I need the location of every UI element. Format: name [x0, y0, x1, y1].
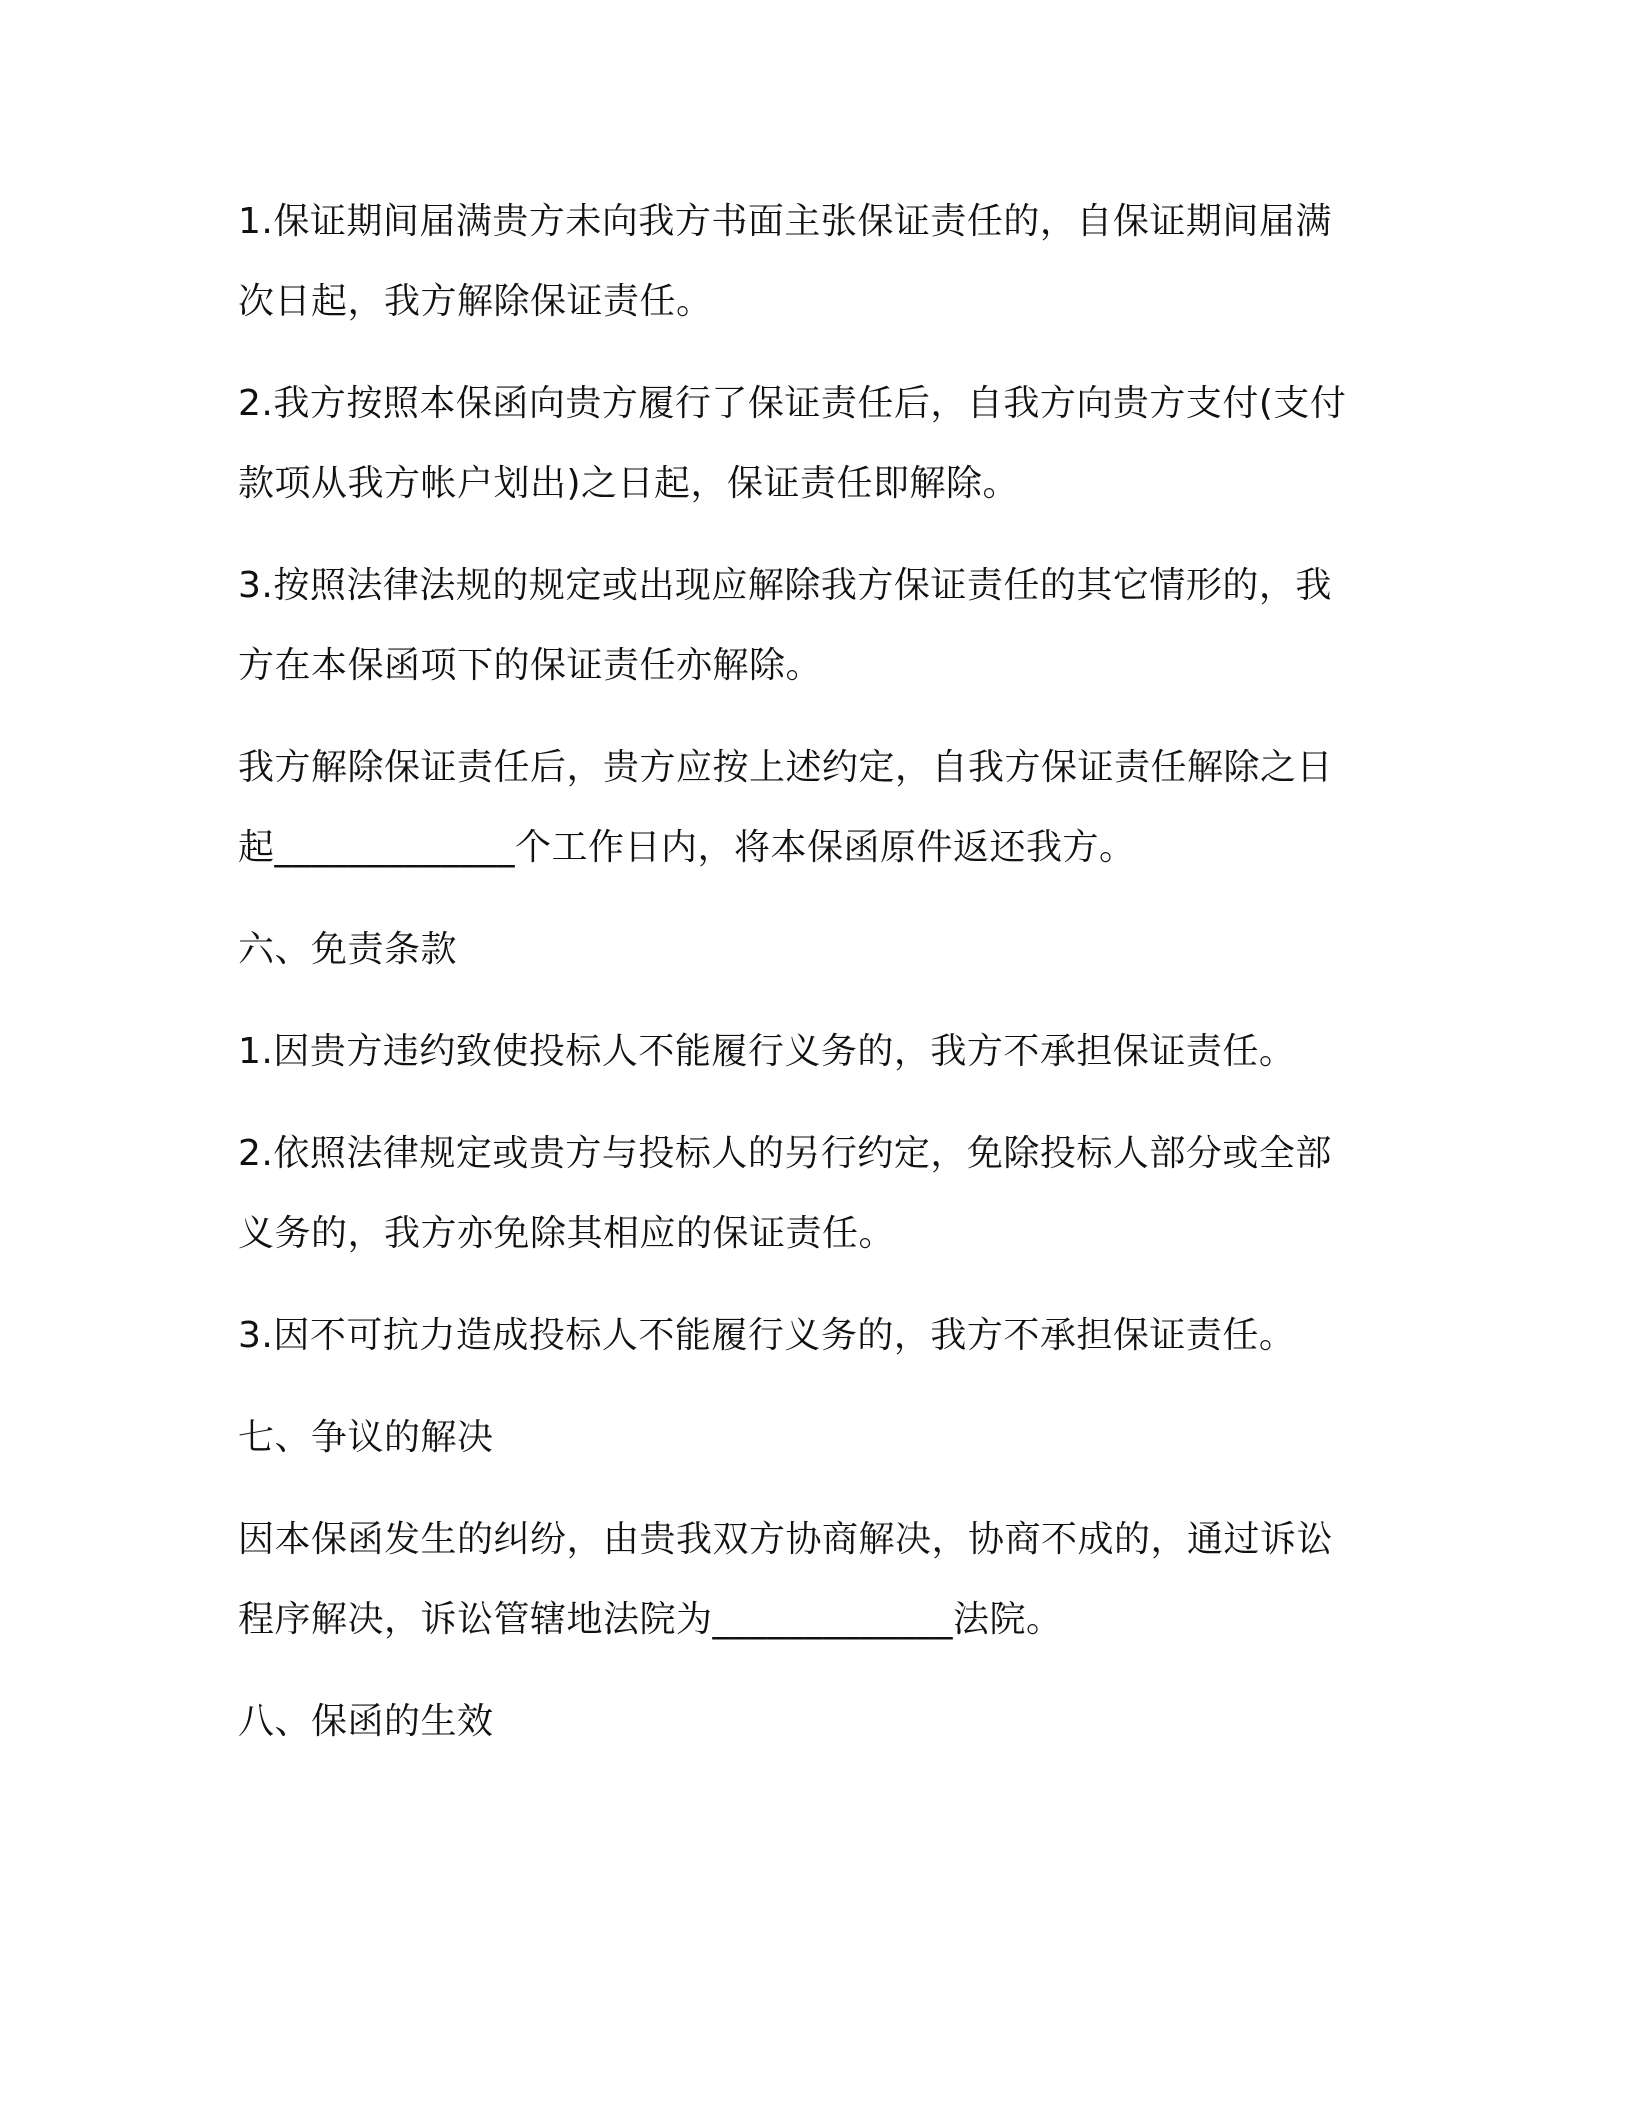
- text-line: 方在本保函项下的保证责任亦解除。: [238, 645, 823, 686]
- heading-text: 七、争议的解决: [238, 1417, 494, 1458]
- dispute-clause: [238, 1500, 1378, 1660]
- text-line: 起_____________个工作日内，将本保函原件返还我方。: [238, 827, 1136, 868]
- text-line: 款项从我方帐户划出)之日起，保证责任即解除。: [238, 463, 1020, 504]
- text-line: 因本保函发生的纠纷，由贵我双方协商解决，协商不成的，通过诉讼: [238, 1519, 1334, 1560]
- heading-text: 六、免责条款: [238, 929, 458, 970]
- text-line: 3.按照法律法规的规定或出现应解除我方保证责任的其它情形的，我: [238, 565, 1332, 606]
- exemption-clause-3: [238, 1296, 1378, 1376]
- text-line: 程序解决，诉讼管辖地法院为_____________法院。: [238, 1599, 1063, 1640]
- section-heading-dispute: [238, 1398, 1378, 1478]
- text-line: 义务的，我方亦免除其相应的保证责任。: [238, 1213, 896, 1254]
- section-heading-exemption: [238, 910, 1378, 990]
- release-clause-3: [238, 546, 1378, 706]
- text-line: 2.我方按照本保函向贵方履行了保证责任后，自我方向贵方支付(支付: [238, 383, 1347, 424]
- text-line: 1.因贵方违约致使投标人不能履行义务的，我方不承担保证责任。: [238, 1031, 1296, 1072]
- text-line: 我方解除保证责任后，贵方应按上述约定，自我方保证责任解除之日: [238, 747, 1334, 788]
- text-line: 次日起，我方解除保证责任。: [238, 281, 713, 322]
- release-clause-1: [238, 182, 1378, 342]
- release-clause-2: [238, 364, 1378, 524]
- return-original-clause: [238, 728, 1378, 888]
- section-heading-effectiveness: [238, 1682, 1378, 1762]
- text-line: 2.依照法律规定或贵方与投标人的另行约定，免除投标人部分或全部: [238, 1133, 1332, 1174]
- text-line: 1.保证期间届满贵方未向我方书面主张保证责任的，自保证期间届满: [238, 201, 1332, 242]
- exemption-clause-1: [238, 1012, 1378, 1092]
- document-body: [238, 182, 1378, 1784]
- heading-text: 八、保函的生效: [238, 1701, 494, 1742]
- text-line: 3.因不可抗力造成投标人不能履行义务的，我方不承担保证责任。: [238, 1315, 1296, 1356]
- exemption-clause-2: [238, 1114, 1378, 1274]
